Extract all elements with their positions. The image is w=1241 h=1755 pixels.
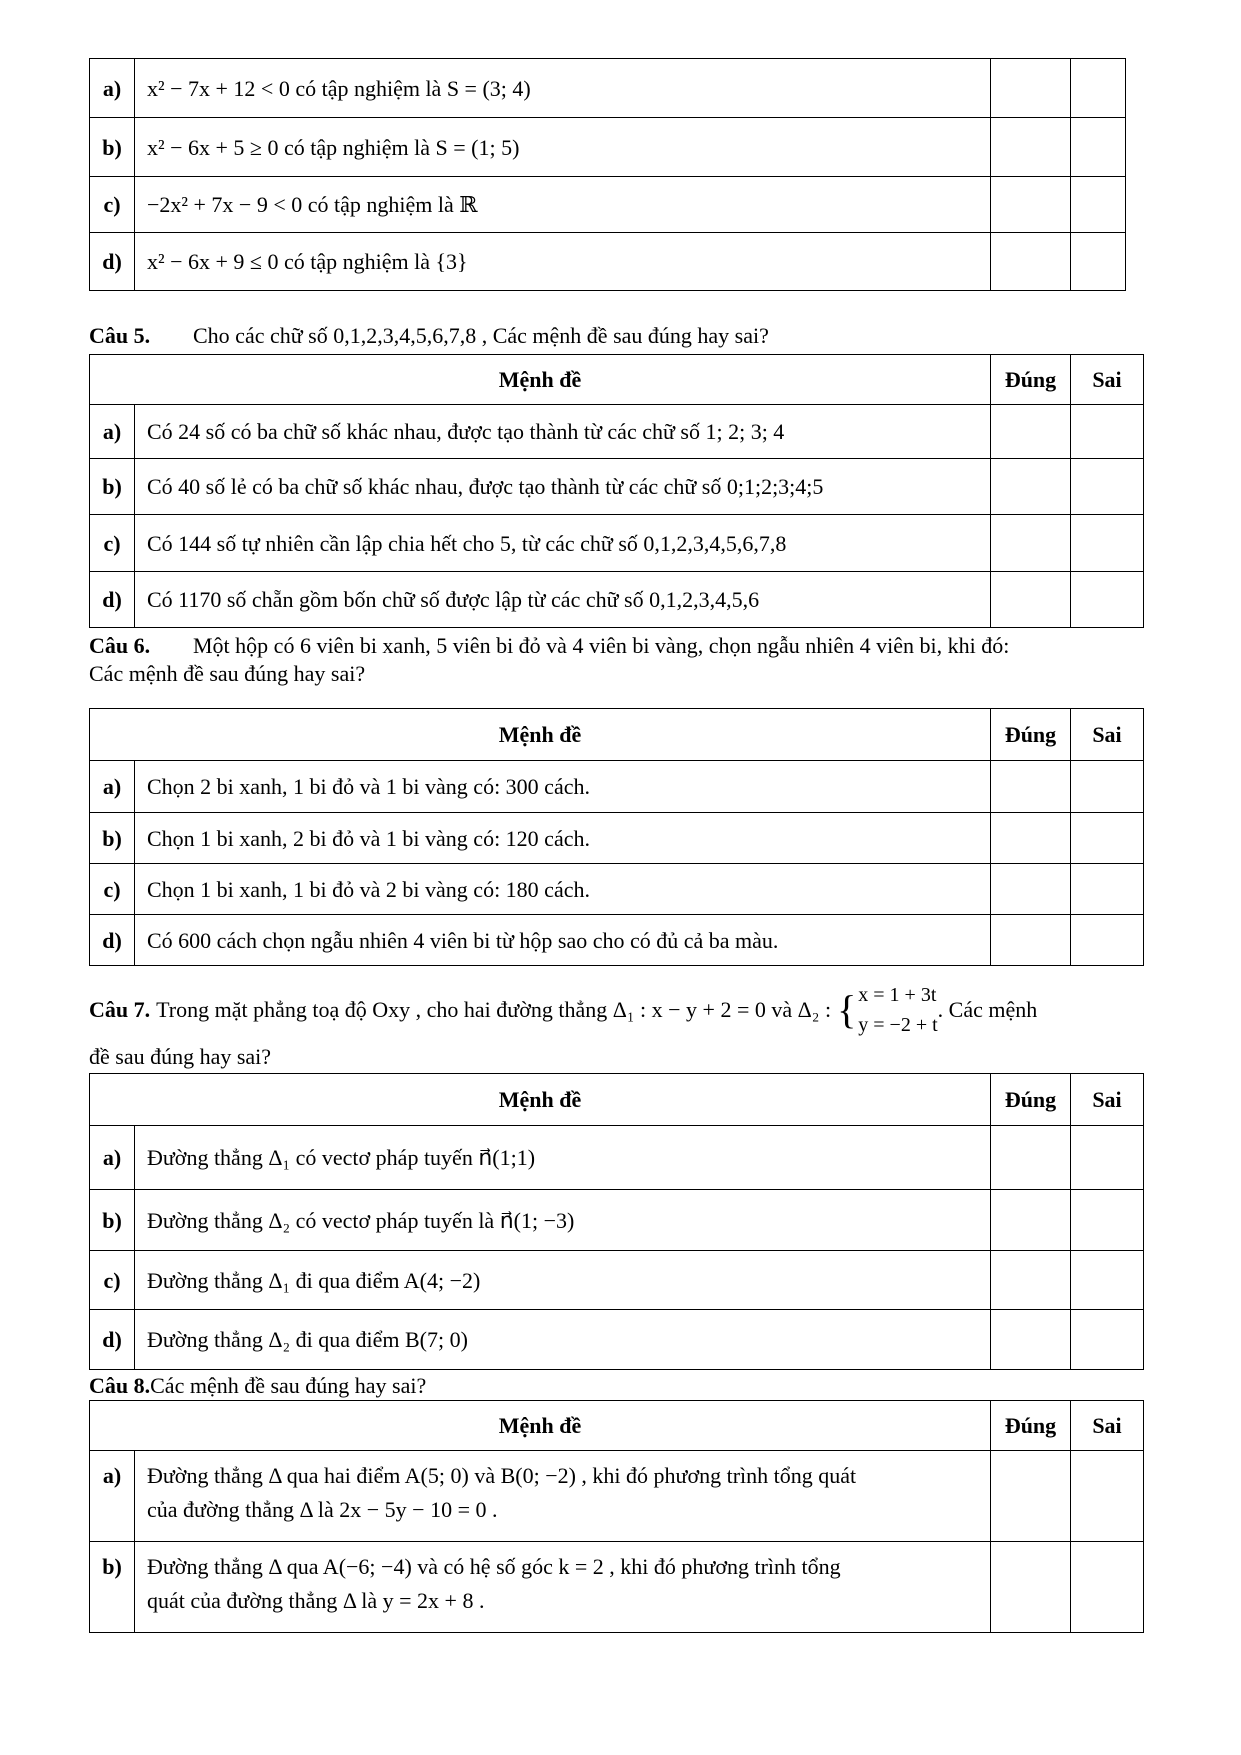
row-statement-line2: quát của đường thẳng Δ là y = 2x + 8 . — [147, 1588, 485, 1613]
header-sai: Sai — [1071, 1074, 1144, 1126]
row-label: b) — [90, 459, 135, 515]
answer-cell-sai[interactable] — [1071, 1451, 1144, 1542]
question-text: Trong mặt phẳng toạ độ Oxy , cho hai đường thẳng Δ₁ : x − y + 2 = 0 và Δ₂ : — [156, 997, 832, 1022]
table-question-5 — [89, 354, 1144, 628]
row-label: d) — [90, 572, 135, 628]
answer-cell-sai[interactable] — [1071, 1251, 1144, 1310]
row-statement-line2: của đường thẳng Δ là 2x − 5y − 10 = 0 . — [147, 1497, 498, 1522]
row-label: c) — [90, 864, 135, 915]
question-5 — [89, 322, 769, 350]
question-6 — [89, 632, 1009, 688]
answer-cell-dung[interactable] — [991, 1310, 1071, 1370]
answer-cell-dung[interactable] — [991, 459, 1071, 515]
table-row — [90, 761, 1144, 813]
answer-cell-sai[interactable] — [1071, 459, 1144, 515]
header-sai: Sai — [1071, 709, 1144, 761]
row-statement: Đường thẳng Δ₁ đi qua điểm A(4; −2) — [135, 1251, 991, 1310]
answer-cell-dung[interactable] — [991, 59, 1071, 118]
row-statement-line1: Đường thẳng Δ qua A(−6; −4) và có hệ số góc k = 2 , khi đó phương trình tổng — [147, 1554, 841, 1579]
answer-cell-dung[interactable] — [991, 915, 1071, 966]
header-menh-de: Mệnh đề — [90, 1401, 991, 1451]
row-statement: Có 24 số có ba chữ số khác nhau, được tạo thành từ các chữ số 1; 2; 3; 4 — [135, 405, 991, 459]
system-brace: { — [837, 987, 857, 1032]
row-statement: Đường thẳng Δ₁ có vectơ pháp tuyến n⃗(1;1) — [135, 1126, 991, 1190]
header-menh-de: Mệnh đề — [90, 709, 991, 761]
table-row — [90, 864, 1144, 915]
answer-cell-dung[interactable] — [991, 177, 1071, 233]
question-label: Câu 6. — [89, 633, 151, 658]
header-dung: Đúng — [991, 355, 1071, 405]
row-label: b) — [90, 118, 135, 177]
row-statement — [135, 1451, 991, 1542]
header-sai: Sai — [1071, 1401, 1144, 1451]
answer-cell-dung[interactable] — [991, 1451, 1071, 1542]
answer-cell-sai[interactable] — [1071, 1190, 1144, 1251]
row-label: d) — [90, 233, 135, 291]
answer-cell-sai[interactable] — [1071, 1126, 1144, 1190]
table-question-7 — [89, 1073, 1144, 1370]
row-statement: x² − 6x + 5 ≥ 0 có tập nghiệm là S = (1; 5) — [135, 118, 991, 177]
question-text: Các mệnh đề sau đúng hay sai? — [150, 1373, 427, 1398]
header-dung: Đúng — [991, 1074, 1071, 1126]
table-row — [90, 813, 1144, 864]
system-line-2: y = −2 + t — [858, 1014, 938, 1036]
row-statement: x² − 7x + 12 < 0 có tập nghiệm là S = (3; 4) — [135, 59, 991, 118]
answer-cell-sai[interactable] — [1071, 405, 1144, 459]
table-header — [90, 1401, 1144, 1451]
table-row — [90, 1190, 1144, 1251]
answer-cell-sai[interactable] — [1071, 1310, 1144, 1370]
question-text-tail: . Các mệnh — [937, 997, 1038, 1022]
header-sai: Sai — [1071, 355, 1144, 405]
table-row — [90, 1310, 1144, 1370]
table-row — [90, 915, 1144, 966]
row-label: a) — [90, 405, 135, 459]
answer-cell-sai[interactable] — [1071, 915, 1144, 966]
row-statement: Đường thẳng Δ₂ đi qua điểm B(7; 0) — [135, 1310, 991, 1370]
answer-cell-dung[interactable] — [991, 864, 1071, 915]
table-row — [90, 572, 1144, 628]
table-row — [90, 233, 1126, 291]
row-statement-line1: Đường thẳng Δ qua hai điểm A(5; 0) và B(0; −2) , khi đó phương trình tổng quát — [147, 1463, 857, 1488]
row-statement: Chọn 1 bi xanh, 1 bi đỏ và 2 bi vàng có: 180 cách. — [135, 864, 991, 915]
header-dung: Đúng — [991, 709, 1071, 761]
system-line-1: x = 1 + 3t — [858, 984, 937, 1006]
question-label: Câu 7. — [89, 997, 151, 1022]
row-label: a) — [90, 1451, 135, 1542]
table-row — [90, 1542, 1144, 1633]
row-statement: Có 40 số lẻ có ba chữ số khác nhau, được tạo thành từ các chữ số 0;1;2;3;4;5 — [135, 459, 991, 515]
answer-cell-sai[interactable] — [1071, 813, 1144, 864]
table-row — [90, 459, 1144, 515]
answer-cell-dung[interactable] — [991, 1542, 1071, 1633]
answer-cell-sai[interactable] — [1071, 177, 1126, 233]
table-row — [90, 1126, 1144, 1190]
table-header — [90, 355, 1144, 405]
row-statement: Đường thẳng Δ₂ có vectơ pháp tuyến là n⃗(1; −3) — [135, 1190, 991, 1251]
row-label: c) — [90, 1251, 135, 1310]
row-statement: Có 600 cách chọn ngẫu nhiên 4 viên bi từ hộp sao cho có đủ cả ba màu. — [135, 915, 991, 966]
question-8 — [89, 1372, 426, 1400]
row-label: d) — [90, 915, 135, 966]
row-label: a) — [90, 1126, 135, 1190]
table-question-6 — [89, 708, 1144, 966]
row-statement: Chọn 2 bi xanh, 1 bi đỏ và 1 bi vàng có: 300 cách. — [135, 761, 991, 813]
answer-cell-dung[interactable] — [991, 813, 1071, 864]
table-row — [90, 1251, 1144, 1310]
table-row — [90, 177, 1126, 233]
answer-cell-sai[interactable] — [1071, 59, 1126, 118]
question-7 — [89, 977, 1169, 1071]
answer-cell-sai[interactable] — [1071, 1542, 1144, 1633]
row-label: a) — [90, 59, 135, 118]
header-dung: Đúng — [991, 1401, 1071, 1451]
header-menh-de: Mệnh đề — [90, 1074, 991, 1126]
table-header — [90, 709, 1144, 761]
answer-cell-dung[interactable] — [991, 761, 1071, 813]
row-label: c) — [90, 515, 135, 572]
row-label: b) — [90, 1190, 135, 1251]
table-row — [90, 405, 1144, 459]
table-row — [90, 59, 1126, 118]
question-text: Một hộp có 6 viên bi xanh, 5 viên bi đỏ và 4 viên bi vàng, chọn ngẫu nhiên 4 viên bi, khi đó: — [193, 633, 1010, 658]
table-row — [90, 118, 1126, 177]
question-label: Câu 8. — [89, 1373, 151, 1398]
question-text-line2: đề sau đúng hay sai? — [89, 1044, 272, 1069]
row-label: a) — [90, 761, 135, 813]
answer-cell-sai[interactable] — [1071, 761, 1144, 813]
answer-cell-sai[interactable] — [1071, 233, 1126, 291]
answer-cell-dung[interactable] — [991, 118, 1071, 177]
answer-cell-sai[interactable] — [1071, 515, 1144, 572]
row-label: b) — [90, 1542, 135, 1633]
row-statement: x² − 6x + 9 ≤ 0 có tập nghiệm là {3} — [135, 233, 991, 291]
equation-system — [858, 980, 937, 1040]
answer-cell-dung[interactable] — [991, 515, 1071, 572]
question-text: Cho các chữ số 0,1,2,3,4,5,6,7,8 , Các mệnh đề sau đúng hay sai? — [193, 323, 769, 348]
table-row — [90, 1451, 1144, 1542]
table-inequalities — [89, 58, 1126, 291]
row-statement: Có 144 số tự nhiên cần lập chia hết cho 5, từ các chữ số 0,1,2,3,4,5,6,7,8 — [135, 515, 991, 572]
row-label: c) — [90, 177, 135, 233]
table-question-8 — [89, 1400, 1144, 1633]
answer-cell-sai[interactable] — [1071, 572, 1144, 628]
row-statement: Có 1170 số chẵn gồm bốn chữ số được lập từ các chữ số 0,1,2,3,4,5,6 — [135, 572, 991, 628]
table-header — [90, 1074, 1144, 1126]
answer-cell-dung[interactable] — [991, 233, 1071, 291]
header-menh-de: Mệnh đề — [90, 355, 991, 405]
answer-cell-dung[interactable] — [991, 405, 1071, 459]
answer-cell-dung[interactable] — [991, 1126, 1071, 1190]
row-statement — [135, 1542, 991, 1633]
table-row — [90, 515, 1144, 572]
question-text-line2: Các mệnh đề sau đúng hay sai? — [89, 661, 366, 686]
row-label: b) — [90, 813, 135, 864]
row-statement: −2x² + 7x − 9 < 0 có tập nghiệm là ℝ — [135, 177, 991, 233]
answer-cell-sai[interactable] — [1071, 864, 1144, 915]
row-label: d) — [90, 1310, 135, 1370]
answer-cell-sai[interactable] — [1071, 118, 1126, 177]
answer-cell-dung[interactable] — [991, 572, 1071, 628]
answer-cell-dung[interactable] — [991, 1190, 1071, 1251]
question-label: Câu 5. — [89, 323, 151, 348]
row-statement: Chọn 1 bi xanh, 2 bi đỏ và 1 bi vàng có: 120 cách. — [135, 813, 991, 864]
answer-cell-dung[interactable] — [991, 1251, 1071, 1310]
